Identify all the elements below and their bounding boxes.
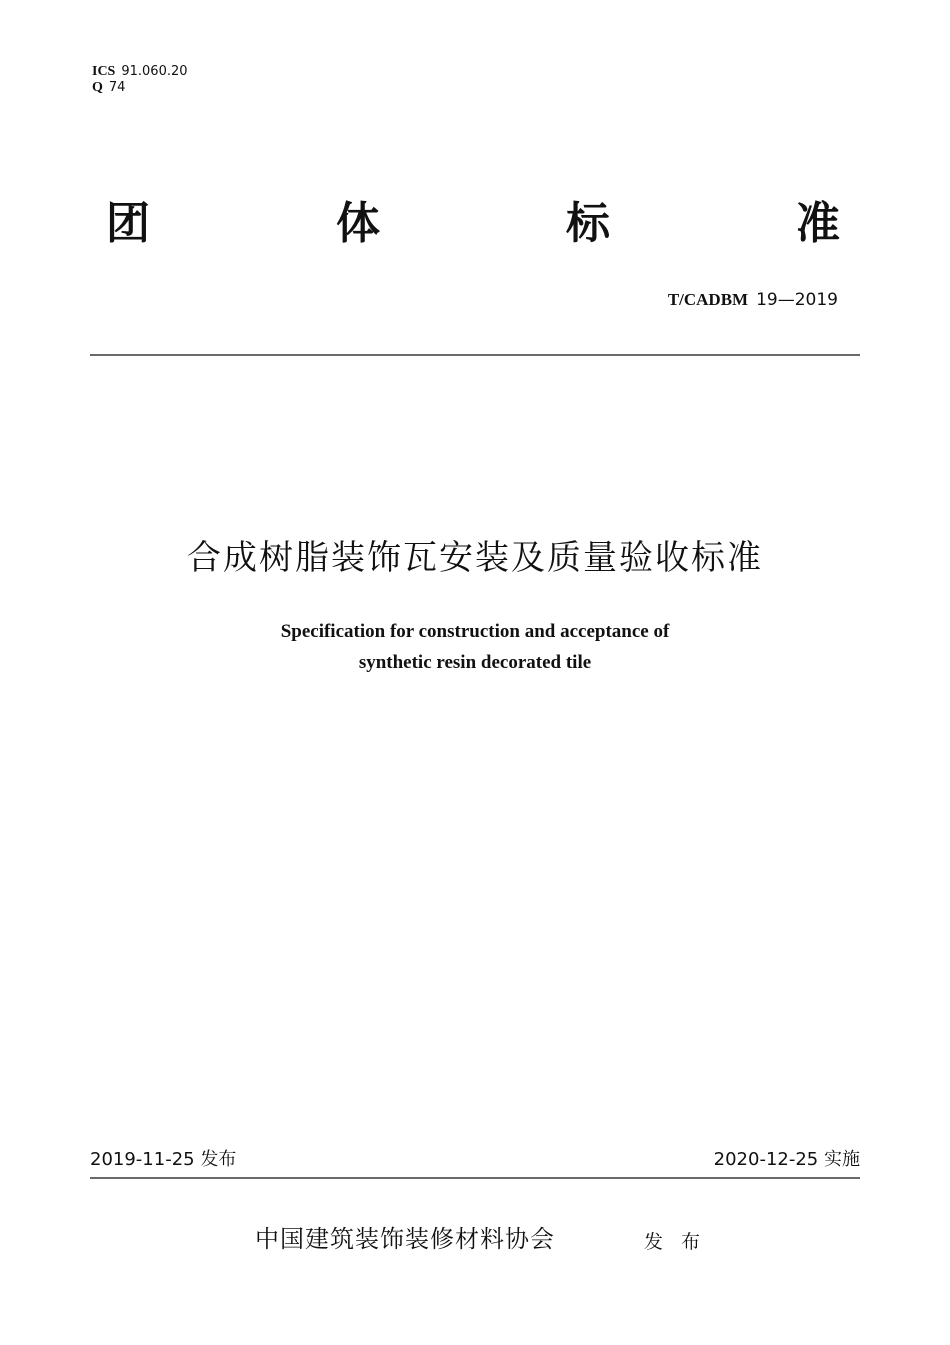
header-divider: [90, 354, 860, 356]
publish-word: 发 布: [644, 1231, 707, 1253]
footer-divider: [90, 1177, 860, 1179]
ccs-label: Q: [92, 80, 103, 95]
publish-date: 2019-11-25 发布: [90, 1149, 237, 1170]
title-english-line-2: synthetic resin decorated tile: [358, 652, 592, 673]
standard-code: [668, 289, 838, 311]
implement-date: 2020-12-25 实施: [713, 1149, 860, 1170]
title-english-line-1: Specification for construction and acceptance of: [280, 621, 670, 642]
ics-code: 91.060.20: [121, 64, 188, 79]
category-char-1: 团: [106, 198, 150, 249]
ics-code-line: [92, 64, 188, 80]
category-char-3: 标: [566, 198, 610, 249]
category-char-2: 体: [336, 198, 380, 249]
standard-code-number: 19—2019: [756, 290, 838, 310]
publisher-name: 中国建筑装饰装修材料协会: [255, 1225, 555, 1253]
ics-label: ICS: [92, 64, 116, 79]
ccs-code: 74: [108, 80, 126, 95]
title-chinese: 合成树脂装饰瓦安装及质量验收标准: [187, 538, 763, 578]
ccs-code-line: [92, 80, 125, 96]
standard-code-prefix: T/CADBM: [667, 290, 749, 309]
category-char-4: 准: [796, 198, 840, 249]
